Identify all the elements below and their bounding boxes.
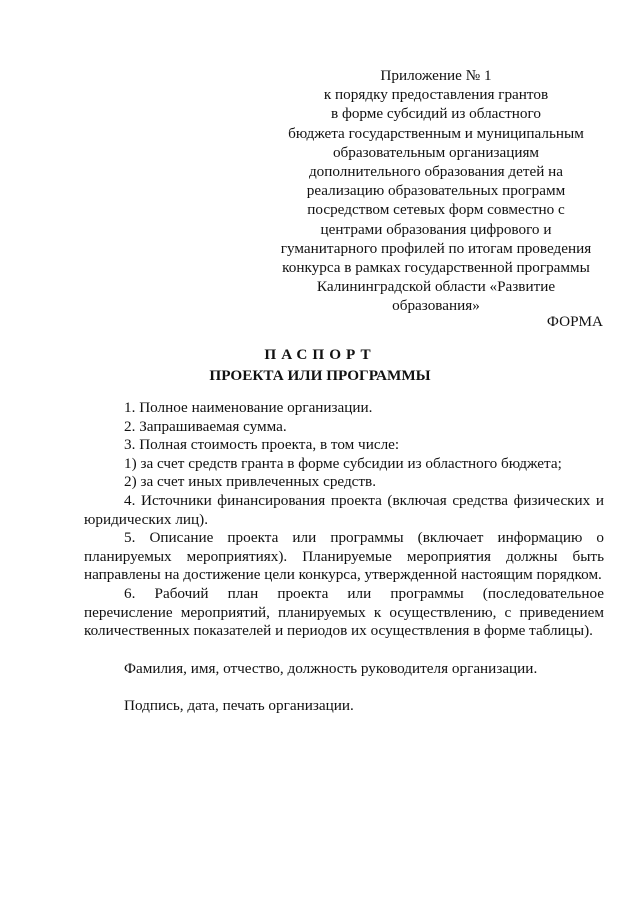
item-work-plan: 6. Рабочий план проекта или программы (последовательное перечисление мероприятий, планируемых к осуществлению, с приведением количественных показателей и периодов их осуществления в форме таблицы). [84,584,604,640]
signature-line: Подпись, дата, печать организации. [124,697,354,715]
appendix-line: гуманитарного профилей по итогам проведения [280,239,592,257]
form-label: ФОРМА [546,313,603,330]
appendix-line: Калининградской области «Развитие [316,278,556,296]
item-total-cost: 3. Полная стоимость проекта, в том числе: [124,436,400,454]
item-requested-amount: 2. Запрашиваемая сумма. [124,417,287,435]
title-passport: ПАСПОРТ [264,346,376,363]
appendix-header [262,66,610,316]
appendix-line: в форме субсидий из областного [331,105,541,123]
item-funding-sources: 4. Источники финансирования проекта (включая средства физических и юридических лиц). [84,491,604,528]
passport-items [84,399,604,716]
item-full-name: 1. Полное наименование организации. [124,399,373,416]
appendix-line: бюджета государственным и муниципальным [288,124,584,142]
appendix-line: образования» [392,297,480,315]
appendix-line: дополнительного образования детей на [308,163,564,181]
document-title [0,344,640,386]
appendix-line: посредством сетевых форм совместно с [307,201,565,219]
appendix-line: Приложение № 1 [380,67,492,84]
appendix-line: конкурса в рамках государственной программы [282,259,590,277]
appendix-line: к порядку предоставления грантов [323,86,549,104]
title-subject: ПРОЕКТА ИЛИ ПРОГРАММЫ [209,367,431,384]
appendix-line: центрами образования цифрового и [320,220,552,238]
appendix-line: образовательным организациям [332,143,540,161]
appendix-line: реализацию образовательных программ [306,182,566,200]
item-description: 5. Описание проекта или программы (включает информацию о планируемых мероприятиях). Планируемые мероприятия должны быть направлены на достижение цели конкурса, утвержденной настоящим порядком. [84,529,604,584]
head-of-organization-line: Фамилия, имя, отчество, должность руководителя организации. [124,659,538,677]
item-other-funds: 2) за счет иных привлеченных средств. [124,473,377,491]
item-grant-funds: 1) за счет средств гранта в форме субсидии из областного бюджета; [124,454,562,472]
